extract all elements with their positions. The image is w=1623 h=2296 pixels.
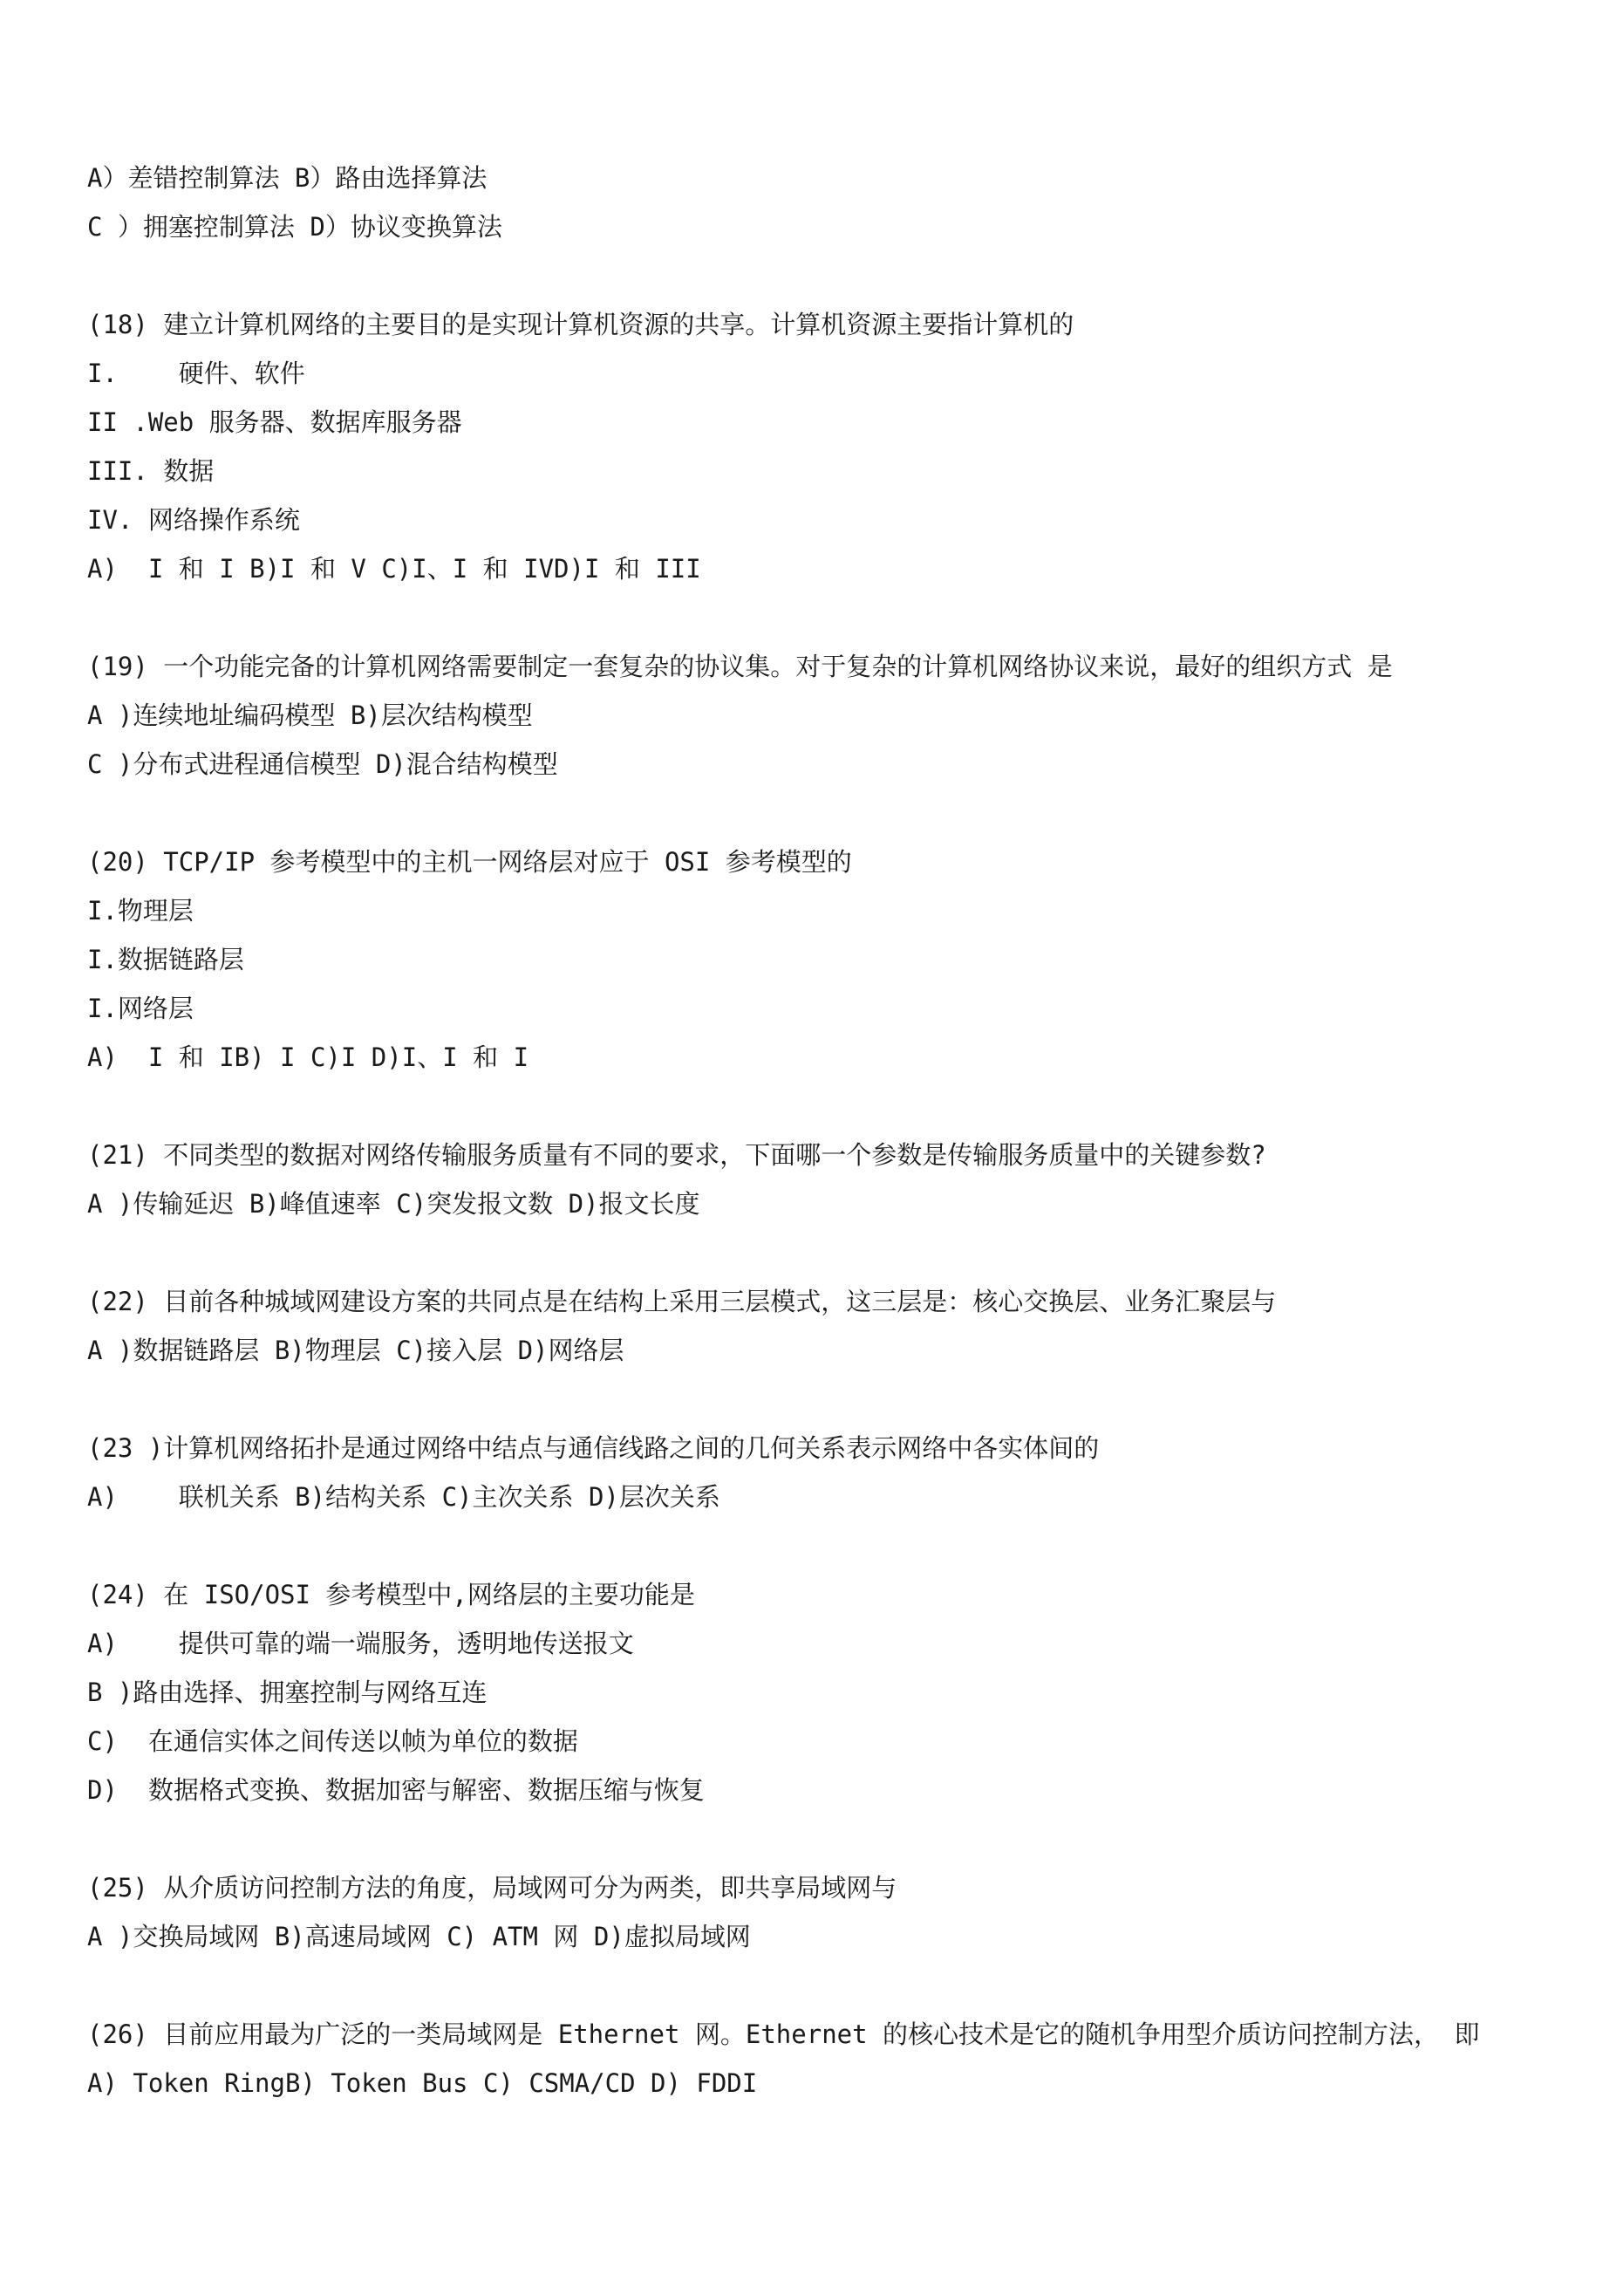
question-26 [87, 2010, 1570, 2108]
item-line: I.物理层 [87, 896, 194, 926]
option-line: A )传输延迟 B)峰值速率 C)突发报文数 D)报文长度 [87, 1189, 700, 1219]
item-line: I.网络层 [87, 994, 194, 1023]
option-line: A )交换局域网 B)高速局域网 C) ATM 网 D)虚拟局域网 [87, 1922, 751, 1951]
option-line: A) I 和 I B)I 和 V C)I、I 和 IVD)I 和 III [87, 554, 701, 584]
option-line: C )分布式进程通信模型 D)混合结构模型 [87, 749, 558, 779]
option-line: C ）拥塞控制算法 D）协议变换算法 [87, 212, 502, 242]
question-20 [87, 837, 1570, 1082]
option-line: A) I 和 IB) I C)I D)I、I 和 I [87, 1042, 529, 1072]
option-line: D) 数据格式变换、数据加密与解密、数据压缩与恢复 [87, 1775, 705, 1805]
question-23 [87, 1424, 1570, 1521]
option-line: A )数据链路层 B)物理层 C)接入层 D)网络层 [87, 1336, 624, 1365]
item-line: IV. 网络操作系统 [87, 505, 300, 535]
item-line: III. 数据 [87, 456, 215, 486]
question-25 [87, 1863, 1570, 1961]
option-line: A) Token RingB) Token Bus C) CSMA/CD D) FDDI [87, 2068, 758, 2098]
question-text: (22) 目前各种城域网建设方案的共同点是在结构上采用三层模式，这三层是：核心交换层、业务汇聚层与 [87, 1287, 1277, 1316]
question-text: (19) 一个功能完备的计算机网络需要制定一套复杂的协议集。对于复杂的计算机网络协议来说，最好的组织方式 是 [87, 652, 1393, 681]
option-line: A) 联机关系 B)结构关系 C)主次关系 D)层次关系 [87, 1482, 720, 1512]
option-line: B )路由选择、拥塞控制与网络互连 [87, 1678, 488, 1707]
question-text: (24) 在 ISO/OSI 参考模型中,网络层的主要功能是 [87, 1580, 695, 1609]
item-line: I.数据链路层 [87, 945, 244, 974]
option-line: A）差错控制算法 B）路由选择算法 [87, 163, 488, 193]
question-text: (23 )计算机网络拓扑是通过网络中结点与通信线路之间的几何关系表示网络中各实体间的 [87, 1433, 1100, 1463]
item-line: II .Web 服务器、数据库服务器 [87, 407, 462, 437]
question-21 [87, 1131, 1570, 1228]
question-19 [87, 642, 1570, 789]
question-text: (25) 从介质访问控制方法的角度，局域网可分为两类，即共享局域网与 [87, 1873, 897, 1903]
question-text: (18) 建立计算机网络的主要目的是实现计算机资源的共享。计算机资源主要指计算机的 [87, 310, 1074, 339]
question-18 [87, 300, 1570, 593]
question-text: (26) 目前应用最为广泛的一类局域网是 Ethernet 网。Ethernet 的核心技术是它的随机争用型介质访问控制方法， 即 [87, 2019, 1480, 2049]
option-line: C) 在通信实体之间传送以帧为单位的数据 [87, 1726, 578, 1756]
item-line: I. 硬件、软件 [87, 359, 305, 388]
question-24 [87, 1570, 1570, 1814]
question-22 [87, 1277, 1570, 1375]
document-page [87, 154, 1570, 2156]
option-line: A) 提供可靠的端一端服务，透明地传送报文 [87, 1629, 634, 1658]
question-17-options [87, 154, 1570, 251]
option-line: A )连续地址编码模型 B)层次结构模型 [87, 700, 533, 730]
question-text: (21) 不同类型的数据对网络传输服务质量有不同的要求，下面哪一个参数是传输服务质量中的关键参数? [87, 1140, 1266, 1170]
question-text: (20) TCP/IP 参考模型中的主机一网络层对应于 OSI 参考模型的 [87, 847, 852, 877]
